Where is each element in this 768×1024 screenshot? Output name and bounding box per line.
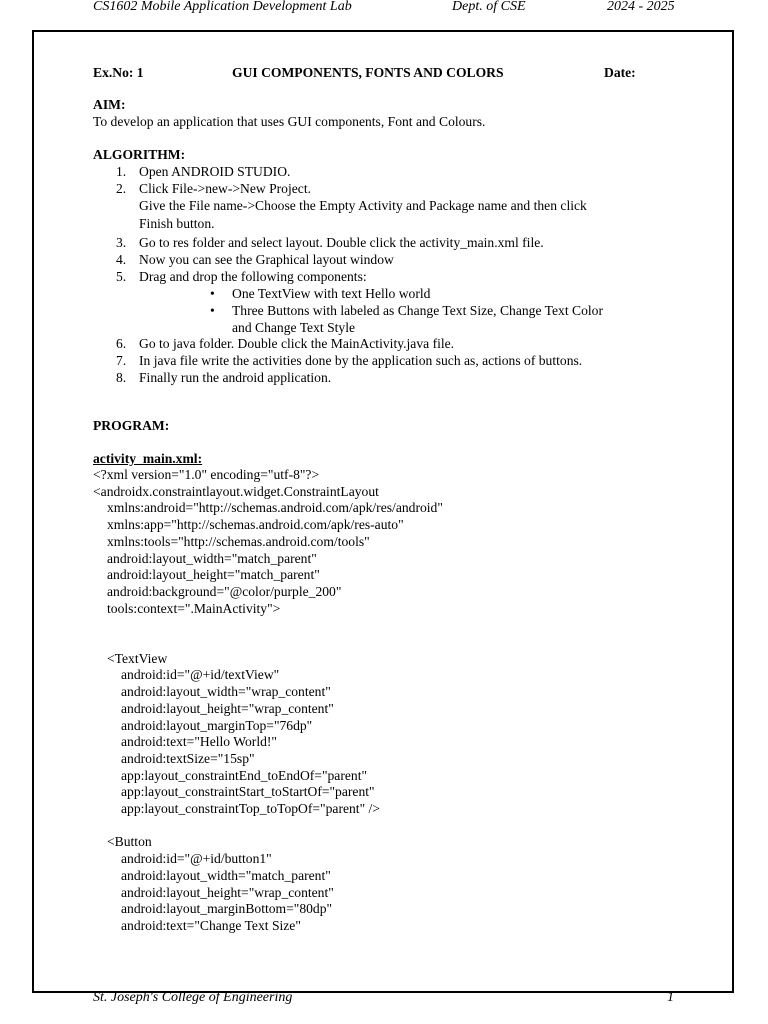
code-line: android:layout_height="match_parent" — [107, 567, 320, 583]
code-line: android:layout_width="match_parent" — [121, 867, 331, 883]
code-line: android:id="@+id/textView" — [121, 667, 280, 683]
bullet-dot-icon: • — [210, 286, 215, 301]
code-line: app:layout_constraintStart_toStartOf="parent" — [121, 784, 375, 800]
code-line: android:layout_height="wrap_content" — [121, 884, 334, 900]
header-year: 2024 - 2025 — [607, 0, 675, 14]
code-line: android:layout_marginBottom="80dp" — [121, 901, 333, 917]
bullet-item-continuation: and Change Text Style — [232, 320, 356, 335]
step-text: Go to res folder and select layout. Double click the activity_main.xml file. — [139, 235, 544, 250]
page-title: GUI COMPONENTS, FONTS AND COLORS — [232, 65, 504, 80]
page-number: 1 — [667, 990, 674, 1005]
step-text: Drag and drop the following components: — [139, 269, 367, 284]
step-text: Now you can see the Graphical layout window — [139, 252, 394, 267]
header-course: CS1602 Mobile Application Development Lab — [93, 0, 352, 14]
code-line: tools:context=".MainActivity"> — [107, 600, 281, 616]
code-line: android:textSize="15sp" — [121, 750, 255, 766]
algorithm-heading: ALGORITHM: — [93, 147, 186, 162]
step-number: 8. — [116, 370, 127, 385]
code-line: android:layout_width="wrap_content" — [121, 684, 331, 700]
code-line: android:background="@color/purple_200" — [107, 583, 342, 599]
code-line: android:layout_marginTop="76dp" — [121, 717, 313, 733]
code-line: <TextView — [107, 650, 168, 666]
date-label: Date: — [604, 65, 636, 80]
code-line: <Button — [107, 834, 152, 850]
footer-college: St. Joseph's College of Engineering — [93, 990, 293, 1005]
code-line: app:layout_constraintEnd_toEndOf="parent" — [121, 767, 368, 783]
step-text: Open ANDROID STUDIO. — [139, 164, 291, 179]
code-line: android:text="Change Text Size" — [121, 917, 301, 933]
aim-text: To develop an application that uses GUI components, Font and Colours. — [93, 114, 486, 129]
code-line: android:layout_width="match_parent" — [107, 550, 317, 566]
code-line: <androidx.constraintlayout.widget.ConstraintLayout — [93, 483, 379, 499]
step-number: 2. — [116, 181, 127, 196]
bullet-item: One TextView with text Hello world — [232, 286, 431, 301]
code-line: xmlns:android="http://schemas.android.com/apk/res/android" — [107, 500, 443, 516]
step-number: 6. — [116, 336, 127, 351]
bullet-dot-icon: • — [210, 303, 215, 318]
code-line: xmlns:app="http://schemas.android.com/apk/res-auto" — [107, 517, 404, 533]
step-text: In java file write the activities done by the application such as, actions of buttons. — [139, 353, 583, 368]
step-text-continuation: Finish button. — [139, 216, 215, 231]
code-line: android:text="Hello World!" — [121, 734, 277, 750]
exno-label: Ex.No: 1 — [93, 65, 144, 80]
step-text-continuation: Give the File name->Choose the Empty Activity and Package name and then click — [139, 198, 587, 213]
step-text: Click File->new->New Project. — [139, 181, 311, 196]
header-department: Dept. of CSE — [452, 0, 526, 14]
code-line: android:layout_height="wrap_content" — [121, 700, 334, 716]
step-number: 4. — [116, 252, 127, 267]
step-text: Finally run the android application. — [139, 370, 332, 385]
file-label: activity_main.xml: — [93, 451, 203, 466]
step-number: 3. — [116, 235, 127, 250]
step-number: 7. — [116, 353, 127, 368]
code-line: <?xml version="1.0" encoding="utf-8"?> — [93, 467, 320, 482]
program-heading: PROGRAM: — [93, 418, 170, 433]
step-text: Go to java folder. Double click the MainActivity.java file. — [139, 336, 455, 351]
step-number: 5. — [116, 269, 127, 284]
code-line: xmlns:tools="http://schemas.android.com/tools" — [107, 533, 370, 549]
aim-heading: AIM: — [93, 97, 126, 112]
code-line: android:id="@+id/button1" — [121, 851, 272, 867]
step-number: 1. — [116, 164, 127, 179]
bullet-item: Three Buttons with labeled as Change Text Size, Change Text Color — [232, 303, 603, 318]
code-line: app:layout_constraintTop_toTopOf="parent" /> — [121, 801, 380, 816]
